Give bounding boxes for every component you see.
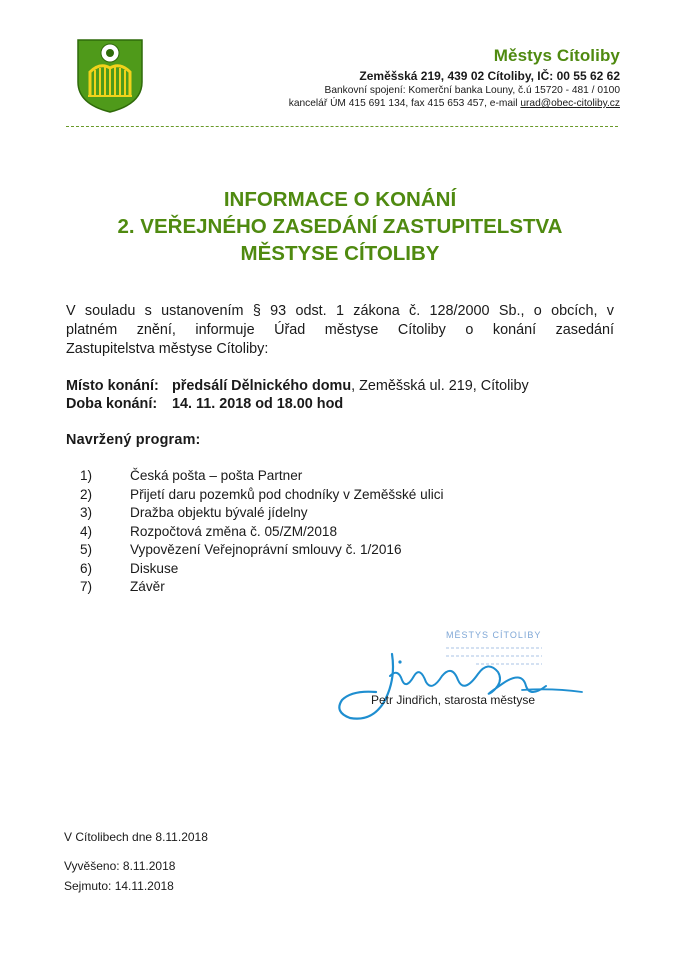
- list-item-number: 7): [80, 579, 93, 594]
- coat-of-arms-icon: [76, 38, 144, 114]
- office-contact: [289, 98, 620, 109]
- list-item-text: Dražba objektu bývalé jídelny: [130, 505, 308, 520]
- posted-date: Vyvěšeno: 8.11.2018: [64, 859, 176, 873]
- list-item-text: Přijetí daru pozemků pod chodníky v Zeměšské ulici: [130, 486, 444, 502]
- list-item: [80, 486, 444, 505]
- signature-icon: [332, 640, 590, 730]
- meeting-place-row: [66, 377, 529, 395]
- title-line-1: INFORMACE O KONÁNÍ: [223, 188, 457, 211]
- list-item-number: 3): [80, 505, 93, 520]
- list-item-number: 1): [80, 468, 93, 483]
- list-item: [80, 578, 444, 597]
- list-item-text: Česká pošta – pošta Partner: [130, 468, 303, 483]
- title-line-2: 2. VEŘEJNÉHO ZASEDÁNÍ ZASTUPITELSTVA: [117, 215, 563, 238]
- municipality-address: Zeměšská 219, 439 02 Cítoliby, IČ: 00 55 62 62: [359, 69, 620, 83]
- intro-line-3: Zastupitelstva městyse Cítoliby:: [66, 341, 269, 357]
- list-item-text: Rozpočtová změna č. 05/ZM/2018: [130, 523, 338, 539]
- municipality-name: Městys Cítoliby: [493, 46, 620, 65]
- letterhead: [289, 46, 620, 109]
- meeting-place-venue: předsálí Dělnického domu: [172, 378, 352, 394]
- list-item: [80, 504, 444, 523]
- meeting-time-value: 14. 11. 2018 od 18.00 hod: [172, 396, 344, 412]
- header-divider: [66, 126, 618, 127]
- meeting-time-row: [66, 395, 529, 413]
- office-contact-text: kancelář ÚM 415 691 134, fax 415 653 457, e-mail: [288, 98, 521, 109]
- office-email-link[interactable]: urad@obec-citoliby.cz: [520, 98, 620, 109]
- list-item-text: Diskuse: [130, 560, 179, 576]
- list-item-text: Závěr: [130, 579, 165, 594]
- removed-date: Sejmuto: 14.11.2018: [64, 879, 174, 893]
- list-item-number: 2): [80, 486, 93, 502]
- bank-info: Bankovní spojení: Komerční banka Louny, č.ú 15720 - 481 / 0100: [324, 85, 620, 96]
- signer-name: Petr Jindřich, starosta městyse: [371, 693, 536, 707]
- list-item: [80, 523, 444, 542]
- list-item: [80, 467, 444, 486]
- stamp-text: MĚSTYS CÍTOLIBY: [446, 630, 542, 640]
- meeting-place-label: Místo konání:: [66, 378, 159, 394]
- list-item: [80, 560, 444, 579]
- title-line-3: MĚSTYSE CÍTOLIBY: [240, 242, 440, 265]
- intro-line-2: platném znění, informuje Úřad městyse Cítoliby o konání zasedání: [66, 322, 614, 338]
- program-heading: Navržený program:: [66, 432, 201, 448]
- intro-line-1: V souladu s ustanovením § 93 odst. 1 zákona č. 128/2000 Sb., o obcích, v: [66, 303, 614, 319]
- list-item-number: 5): [80, 542, 93, 557]
- meeting-place-address: , Zeměšská ul. 219, Cítoliby: [351, 378, 529, 394]
- meeting-time-label: Doba konání:: [66, 396, 158, 412]
- program-list: [80, 467, 444, 597]
- list-item-number: 4): [80, 523, 93, 539]
- list-item: [80, 541, 444, 560]
- document-title: [60, 186, 620, 267]
- place-date: V Cítolibech dne 8.11.2018: [64, 830, 208, 844]
- list-item-number: 6): [80, 560, 93, 576]
- list-item-text: Vypovězení Veřejnoprávní smlouvy č. 1/2016: [130, 542, 402, 557]
- intro-paragraph: [66, 302, 614, 359]
- meeting-details: [66, 377, 529, 413]
